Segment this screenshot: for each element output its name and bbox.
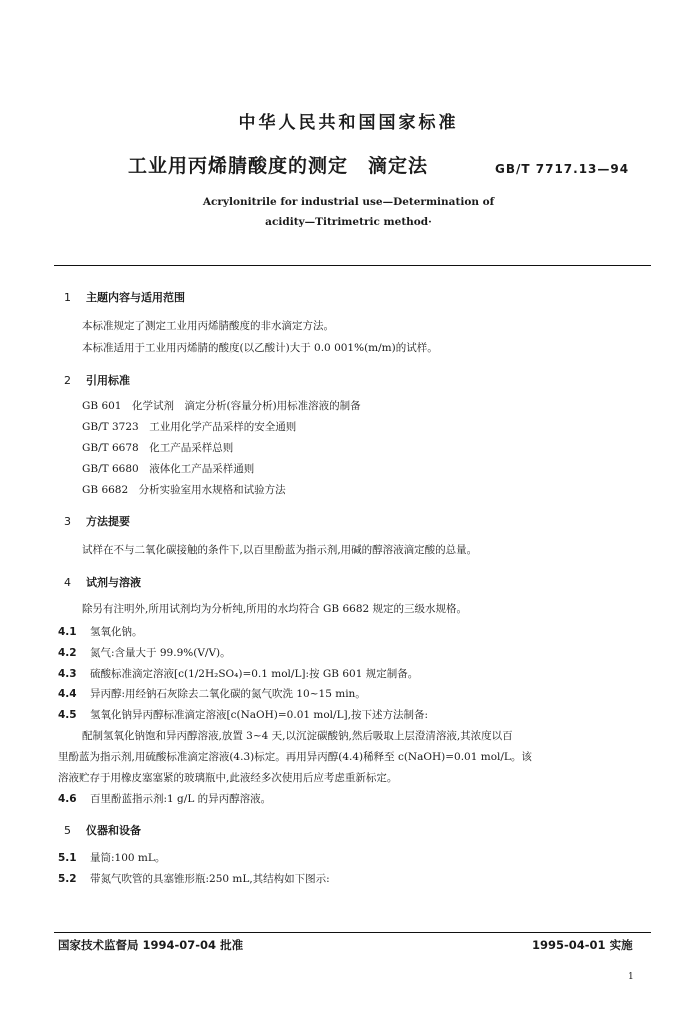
section-1-paragraph-1: 本标准规定了测定工业用丙烯腈酸度的非水滴定方法。 (82, 320, 334, 332)
section-1-paragraph-2: 本标准适用于工业用丙烯腈的酸度(以乙酸计)大于 0.0 001%(m/m)的试样。 (82, 342, 438, 354)
standard-organization: 中华人民共和国国家标准 (238, 113, 459, 133)
item-text: 量筒:100 mL。 (90, 852, 166, 864)
item-text: 氮气:含量大于 99.9%(V/V)。 (90, 647, 231, 659)
item-4-5-paragraph-line2: 里酚蓝为指示剂,用硫酸标准滴定溶液(4.3)标定。再用异丙醇(4.4)稀释至 c(NaOH)=0.01 mol/L。该 (58, 751, 532, 763)
approval-date: 国家技术监督局 1994-07-04 批准 (58, 938, 244, 952)
item-number: 4.4 (58, 688, 77, 700)
item-number: 5.2 (58, 873, 77, 885)
item-number: 4.2 (58, 647, 77, 659)
item-text: 异丙醇:用经钠石灰除去二氧化碳的氮气吹洗 10~15 min。 (90, 688, 366, 700)
section-4-heading (64, 574, 141, 590)
page-number: 1 (628, 972, 634, 982)
section-title: 试剂与溶液 (86, 576, 141, 589)
footer-divider (54, 932, 651, 933)
section-number: 1 (64, 291, 71, 304)
reference-item: GB/T 6678 化工产品采样总则 (82, 442, 234, 454)
section-5-heading (64, 822, 141, 838)
reference-item: GB/T 6680 液体化工产品采样通则 (82, 463, 255, 475)
item-5-1 (58, 850, 165, 865)
document-title-english-line2: acidity—Titrimetric method· (265, 216, 432, 228)
section-4-paragraph-1: 除另有注明外,所用试剂均为分析纯,所用的水均符合 GB 6682 规定的三级水规格。 (82, 603, 468, 615)
section-3-heading (64, 513, 130, 529)
implementation-date: 1995-04-01 实施 (532, 938, 633, 952)
item-number: 4.1 (58, 626, 77, 638)
header-divider (54, 265, 651, 266)
section-title: 引用标准 (86, 374, 130, 387)
item-text: 氢氧化钠。 (90, 626, 143, 638)
item-text: 百里酚蓝指示剂:1 g/L 的异丙醇溶液。 (90, 793, 272, 805)
item-text: 氢氧化钠异丙醇标准滴定溶液[c(NaOH)=0.01 mol/L],按下述方法制备: (90, 709, 429, 721)
section-3-paragraph-1: 试样在不与二氧化碳接触的条件下,以百里酚蓝为指示剂,用碱的醇溶液滴定酸的总量。 (82, 544, 478, 556)
standard-number: GB/T 7717.13—94 (495, 162, 630, 176)
reference-item: GB 601 化学试剂 滴定分析(容量分析)用标准溶液的制备 (82, 400, 361, 412)
section-number: 4 (64, 576, 71, 589)
section-2-heading (64, 372, 130, 388)
item-4-3 (58, 666, 418, 681)
section-number: 5 (64, 824, 71, 837)
item-number: 4.6 (58, 793, 77, 805)
item-4-6 (58, 791, 271, 806)
document-title-chinese: 工业用丙烯腈酸度的测定 滴定法 (128, 155, 429, 177)
section-title: 方法提要 (86, 515, 130, 528)
item-4-5 (58, 707, 428, 722)
section-1-heading (64, 289, 185, 305)
item-number: 4.3 (58, 668, 77, 680)
item-text: 带氮气吹管的具塞锥形瓶:250 mL,其结构如下图示: (90, 873, 330, 885)
reference-item: GB 6682 分析实验室用水规格和试验方法 (82, 484, 286, 496)
item-4-5-paragraph-line1: 配制氢氧化钠饱和异丙醇溶液,放置 3~4 天,以沉淀碳酸钠,然后吸取上层澄清溶液,其浓度以百 (82, 730, 513, 742)
document-title-english-line1: Acrylonitrile for industrial use—Determination of (202, 196, 495, 208)
item-4-5-paragraph-line3: 溶液贮存于用橡皮塞塞紧的玻璃瓶中,此液经多次使用后应考虑重新标定。 (58, 772, 398, 784)
section-number: 3 (64, 515, 71, 528)
item-4-1 (58, 624, 143, 639)
item-number: 4.5 (58, 709, 77, 721)
item-4-2 (58, 645, 231, 660)
section-number: 2 (64, 374, 71, 387)
reference-item: GB/T 3723 工业用化学产品采样的安全通则 (82, 421, 297, 433)
section-title: 仪器和设备 (86, 824, 141, 837)
item-4-4 (58, 686, 366, 701)
section-title: 主题内容与适用范围 (86, 291, 185, 304)
item-5-2 (58, 871, 330, 886)
item-text: 硫酸标准滴定溶液[c(1/2H₂SO₄)=0.1 mol/L]:按 GB 601 规定制备。 (90, 668, 419, 680)
item-number: 5.1 (58, 852, 77, 864)
